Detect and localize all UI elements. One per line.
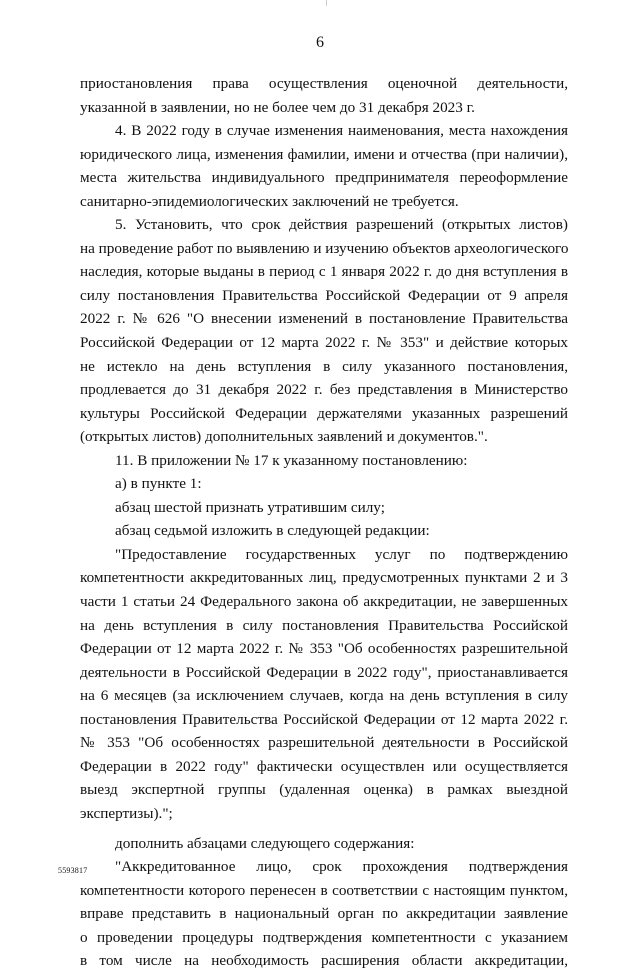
text-line: на день вступления в силу постановления Правительства Российской — [80, 616, 568, 634]
text-line: экспертизы)."; — [80, 804, 173, 822]
text-line: абзац шестой признать утратившим силу; — [115, 498, 385, 516]
text-line: санитарно-эпидемиологических заключений не требуется. — [80, 192, 459, 210]
text-line: места жительства индивидуального предпринимателя переоформление — [80, 169, 568, 187]
text-line: 5. Установить, что срок действия разрешений (открытых листов) — [115, 216, 568, 234]
text-line: силу постановления Правительства Российской Федерации от 9 апреля — [80, 286, 568, 304]
text-line: культуры Российской Федерации держателями указанных разрешений — [80, 404, 568, 422]
text-line: продлевается до 31 декабря 2022 г. без представления в Министерство — [80, 381, 568, 399]
text-line: деятельности в Российской Федерации в 2022 году", приостанавливается — [80, 663, 568, 681]
text-line: компетентности аккредитованных лиц, предусмотренных пунктами 2 и 3 — [80, 569, 568, 587]
text-line: на 6 месяцев (за исключением случаев, когда на день вступления в силу — [80, 687, 568, 705]
scan-mark — [326, 0, 327, 6]
text-line: (открытых листов) дополнительных заявлений и документов.". — [80, 428, 488, 446]
text-line: "Предоставление государственных услуг по подтверждению — [115, 545, 568, 563]
text-line: в том числе на необходимость расширения области аккредитации, — [80, 952, 568, 970]
text-line: о проведении процедуры подтверждения компетентности с указанием — [80, 928, 568, 946]
text-line: а) в пункте 1: — [115, 475, 202, 493]
text-line: приостановления права осуществления оценочной деятельности, — [80, 75, 568, 92]
text-line: № 353 "Об особенностях разрешительной деятельности в Российской — [80, 734, 568, 752]
text-line: части 1 статьи 24 Федерального закона об аккредитации, не завершенных — [80, 593, 568, 611]
text-line: абзац седьмой изложить в следующей редакции: — [115, 522, 430, 540]
text-line: 4. В 2022 году в случае изменения наименования, места нахождения — [115, 122, 568, 140]
text-line: 11. В приложении № 17 к указанному постановлению: — [115, 451, 468, 469]
text-line: не истекло на день вступления в силу указанного постановления, — [80, 357, 568, 375]
text-line: наследия, которые выданы в период с 1 января 2022 г. до дня вступления в — [80, 263, 568, 281]
text-line: постановления Правительства Российской Федерации от 12 марта 2022 г. — [80, 710, 568, 728]
document-body — [80, 72, 568, 973]
text-line: дополнить абзацами следующего содержания: — [115, 834, 415, 852]
text-line: вправе представить в национальный орган по аккредитации заявление — [80, 905, 568, 923]
text-line: Федерации от 12 марта 2022 г. № 353 "Об особенностях разрешительной — [80, 640, 568, 658]
text-line: юридического лица, изменения фамилии, имени и отчества (при наличии), — [80, 145, 568, 163]
text-line: указанной в заявлении, но не более чем до 31 декабря 2023 г. — [80, 98, 475, 116]
page-number: 6 — [316, 34, 324, 51]
text-line: выезд экспертной группы (удаленная оценка) в рамках выездной — [80, 781, 568, 799]
text-line: 2022 г. № 626 "О внесении изменений в постановление Правительства — [80, 310, 568, 328]
text-line: "Аккредитованное лицо, срок прохождения подтверждения — [115, 858, 568, 876]
document-code: 5593817 — [58, 866, 88, 875]
text-line: на проведение работ по выявлению и изучению объектов археологического — [80, 239, 568, 257]
text-line: компетентности которого перенесен в соответствии с настоящим пунктом, — [80, 881, 568, 899]
text-line: Российской Федерации от 12 марта 2022 г. № 353" и действие которых — [80, 334, 568, 352]
text-line: Федерации в 2022 году" фактически осуществлен или осуществляется — [80, 757, 568, 775]
